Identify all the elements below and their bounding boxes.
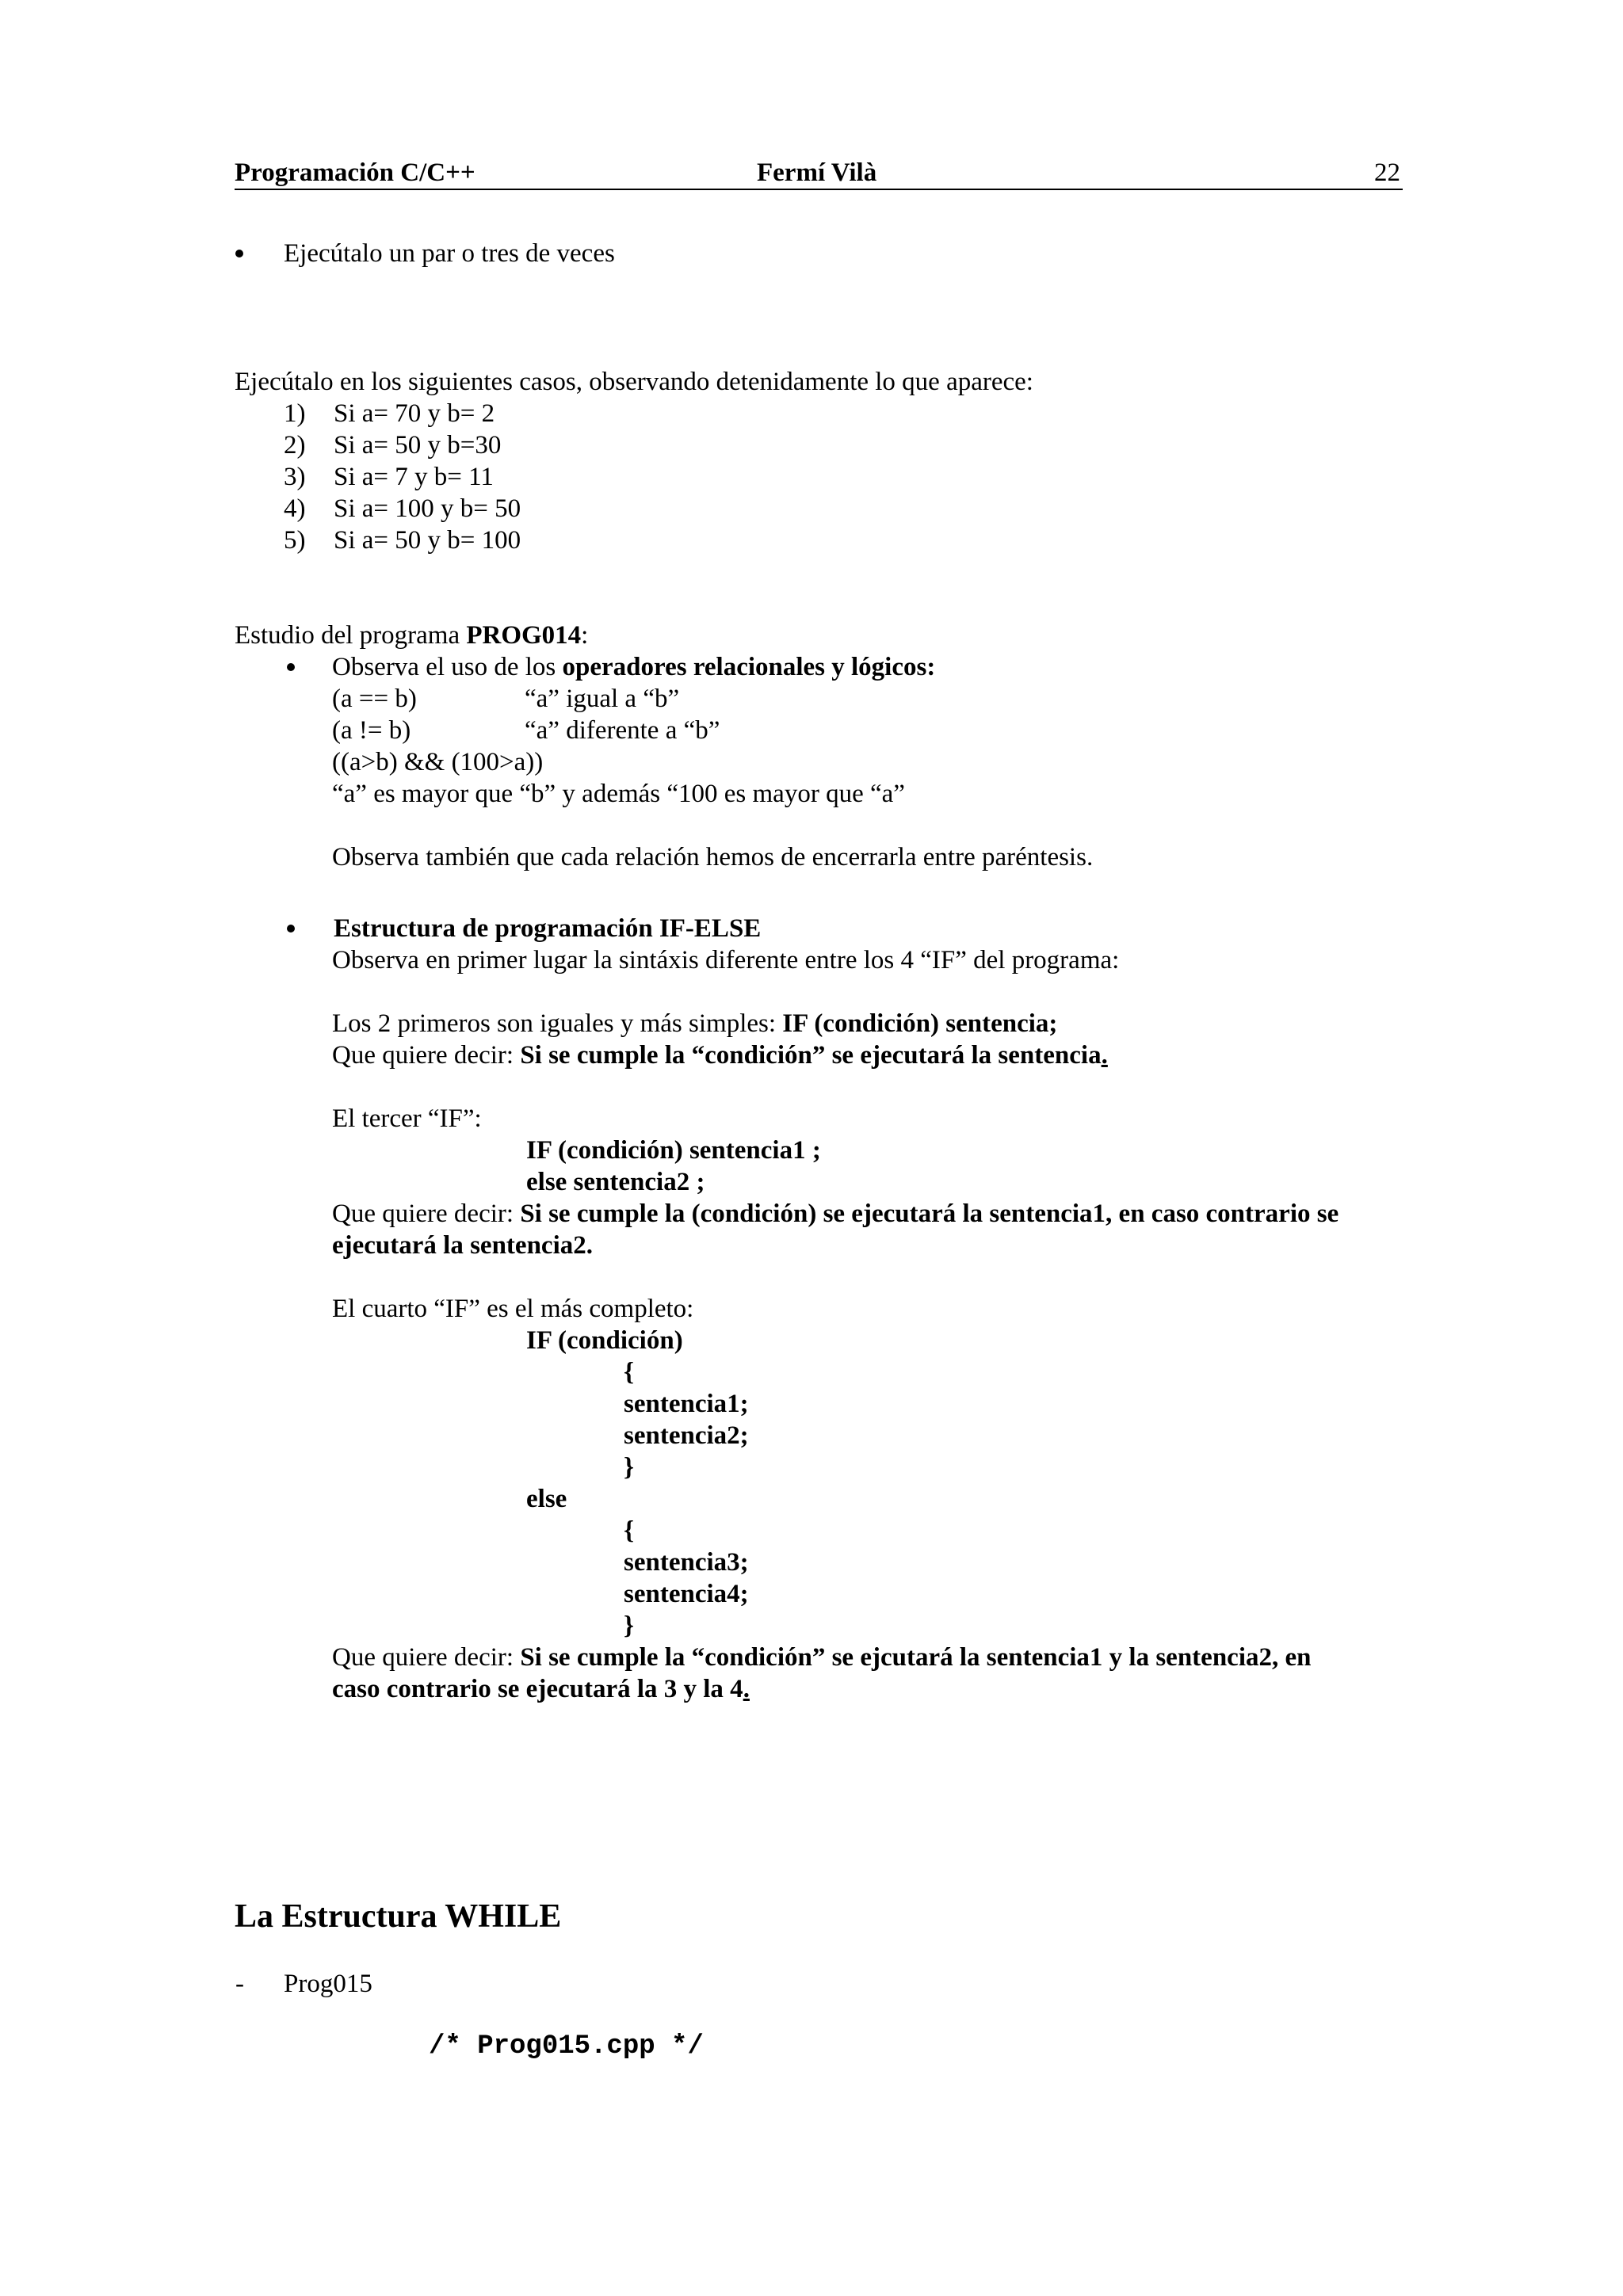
header-center: Fermí Vilà [757,158,877,187]
case-num: 5) [284,526,306,555]
fourth-close-brace: } [624,1611,635,1640]
fourth-close-brace: } [624,1453,635,1482]
meaning-end: . [1101,1041,1108,1070]
bullet-dot [287,663,295,671]
fourth-s1: sentencia1; [624,1390,749,1418]
case-num: 1) [284,399,306,428]
ifelse-line1: Observa en primer lugar la sintáxis diferente entre los 4 “IF” del programa: [332,946,1120,974]
fourth-s4: sentencia4; [624,1580,749,1608]
meaning-end: . [743,1675,750,1703]
meaning-bold: Si se cumple la “condición” se ejecutará la sentencia [520,1041,1102,1070]
study-prog: PROG014 [466,621,582,650]
meaning-bold: Si se cumple la (condición) se ejecutará la sentencia1, en caso contrario se [520,1199,1339,1228]
section-heading: La Estructura WHILE [235,1898,562,1935]
third-label: El tercer “IF”: [332,1104,482,1133]
header-rule [235,189,1403,190]
prog-name: Prog015 [284,1970,372,1998]
fourth-s2: sentencia2; [624,1421,749,1450]
meaning2-cont: ejecutará la sentencia2. [332,1231,593,1260]
meaning-bold: caso contrario se ejecutará la 3 y la 4 [332,1675,743,1703]
first-two-bold: IF (condición) sentencia; [782,1009,1058,1038]
fourth-else: else [526,1485,567,1513]
case-text: Si a= 100 y b= 50 [334,494,521,523]
fourth-open-brace: { [624,1358,635,1386]
operators-prefix: Observa el uso de los [332,653,563,681]
bullet-dot [235,250,243,257]
case-text: Si a= 50 y b= 100 [334,526,521,555]
op-expr: (a == b) [332,685,417,713]
fourth-open-brace: { [624,1516,635,1545]
meaning3-cont [332,1673,750,1705]
bullet-dot [287,925,295,933]
study-intro-text: Estudio del programa [235,621,467,650]
third-line1: IF (condición) sentencia1 ; [526,1136,821,1165]
op-desc: “a” es mayor que “b” y además “100 es mayor que “a” [332,780,905,808]
case-text: Si a= 50 y b=30 [334,431,502,460]
first-two-line [332,1008,1057,1039]
code-comment: /* Prog015.cpp */ [429,2031,704,2061]
case-text: Si a= 7 y b= 11 [334,463,494,491]
meaning-prefix: Que quiere decir: [332,1199,521,1228]
operators-bold: operadores relacionales y lógicos: [562,653,936,681]
meaning-prefix: Que quiere decir: [332,1643,521,1672]
operators-line [332,651,935,683]
ifelse-title: Estructura de programación IF-ELSE [334,914,762,943]
meaning1-line [332,1039,1108,1071]
bullet-text: Ejecútalo un par o tres de veces [284,239,615,268]
page-number: 22 [1374,158,1400,187]
parentheses-note: Observa también que cada relación hemos de encerrarla entre paréntesis. [332,843,1094,871]
op-desc: “a” igual a “b” [525,685,680,713]
cases-intro: Ejecútalo en los siguientes casos, observando detenidamente lo que aparece: [235,368,1033,396]
third-line2: else sentencia2 ; [526,1168,705,1196]
case-num: 3) [284,463,306,491]
meaning-prefix: Que quiere decir: [332,1041,521,1070]
meaning2-line [332,1198,1338,1230]
header-left: Programación C/C++ [235,158,475,187]
fourth-label: El cuarto “IF” es el más completo: [332,1295,694,1323]
meaning3-line [332,1642,1311,1673]
fourth-s3: sentencia3; [624,1548,749,1577]
op-desc: “a” diferente a “b” [525,716,720,745]
study-colon: : [581,621,589,650]
case-num: 4) [284,494,306,523]
op-expr: ((a>b) && (100>a)) [332,748,544,776]
meaning-bold: Si se cumple la “condición” se ejcutará la sentencia1 y la sentencia2, en [520,1643,1312,1672]
op-expr: (a != b) [332,716,411,745]
list-dash: - [235,1970,244,1998]
fourth-cond: IF (condición) [526,1326,683,1355]
study-intro [235,620,588,651]
case-num: 2) [284,431,306,460]
first-two-prefix: Los 2 primeros son iguales y más simples: [332,1009,783,1038]
case-text: Si a= 70 y b= 2 [334,399,495,428]
